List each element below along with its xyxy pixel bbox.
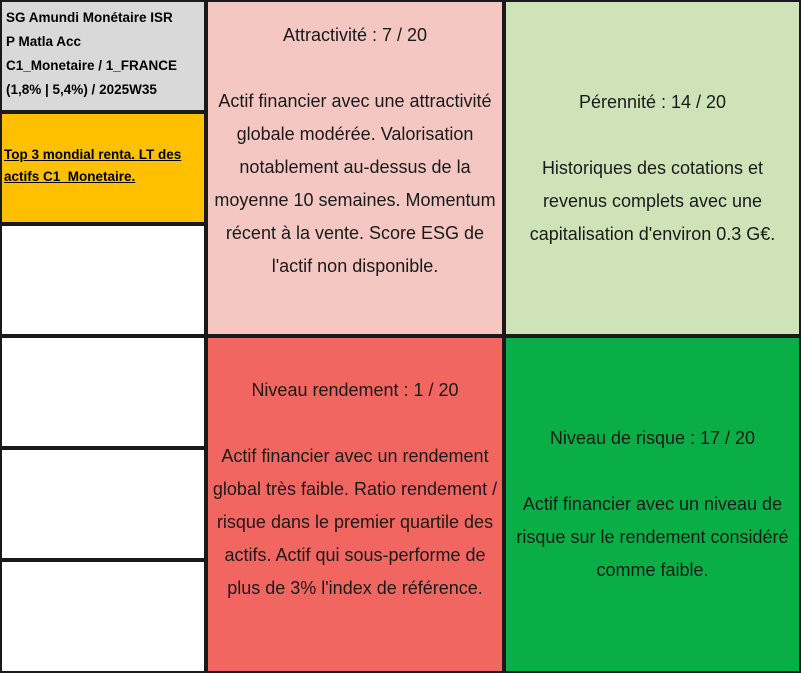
ranking-link[interactable]: Top 3 mondial renta. LT des actifs C1_Monetaire. (4, 147, 182, 184)
ranking-cell (0, 112, 206, 224)
risque-heading: Niveau de risque : 17 / 20 (549, 428, 756, 448)
risque-panel (504, 336, 801, 673)
empty-cell-3 (0, 448, 206, 560)
attractivite-text: Actif financier avec une attractivité globale modérée. Valorisation notablement au-dessus de la moyenne 10 semaines. Momentum récent à la vente. Score ESG de l'actif non disponible. (214, 91, 496, 276)
empty-cell-4 (0, 560, 206, 673)
perennite-text: Historiques des cotations et revenus complets avec une capitalisation d'environ 0.3 G€. (529, 157, 776, 244)
asset-category-line: C1_Monetaire / 1_FRANCE (6, 58, 178, 73)
asset-stats-line: (1,8% | 5,4%) / 2025W35 (6, 82, 157, 97)
rendement-heading: Niveau rendement : 1 / 20 (251, 380, 459, 400)
asset-name-line-2: P Matla Acc (6, 34, 82, 49)
perennite-panel (504, 0, 801, 336)
risque-text: Actif financier avec un niveau de risque sur le rendement considéré comme faible. (516, 494, 789, 580)
perennite-heading: Pérennité : 14 / 20 (578, 91, 727, 112)
attractivite-panel (206, 0, 504, 336)
asset-title-cell (0, 0, 206, 112)
empty-cell-1 (0, 224, 206, 336)
attractivite-heading: Attractivité : 7 / 20 (282, 25, 428, 45)
rendement-text: Actif financier avec un rendement global très faible. Ratio rendement / risque dans le premier quartile des actifs. Actif qui sous-performe de plus de 3% l'index de référence. (212, 446, 498, 598)
rendement-panel (206, 336, 504, 673)
asset-name-line-1: SG Amundi Monétaire ISR (6, 10, 173, 25)
empty-cell-2 (0, 336, 206, 448)
